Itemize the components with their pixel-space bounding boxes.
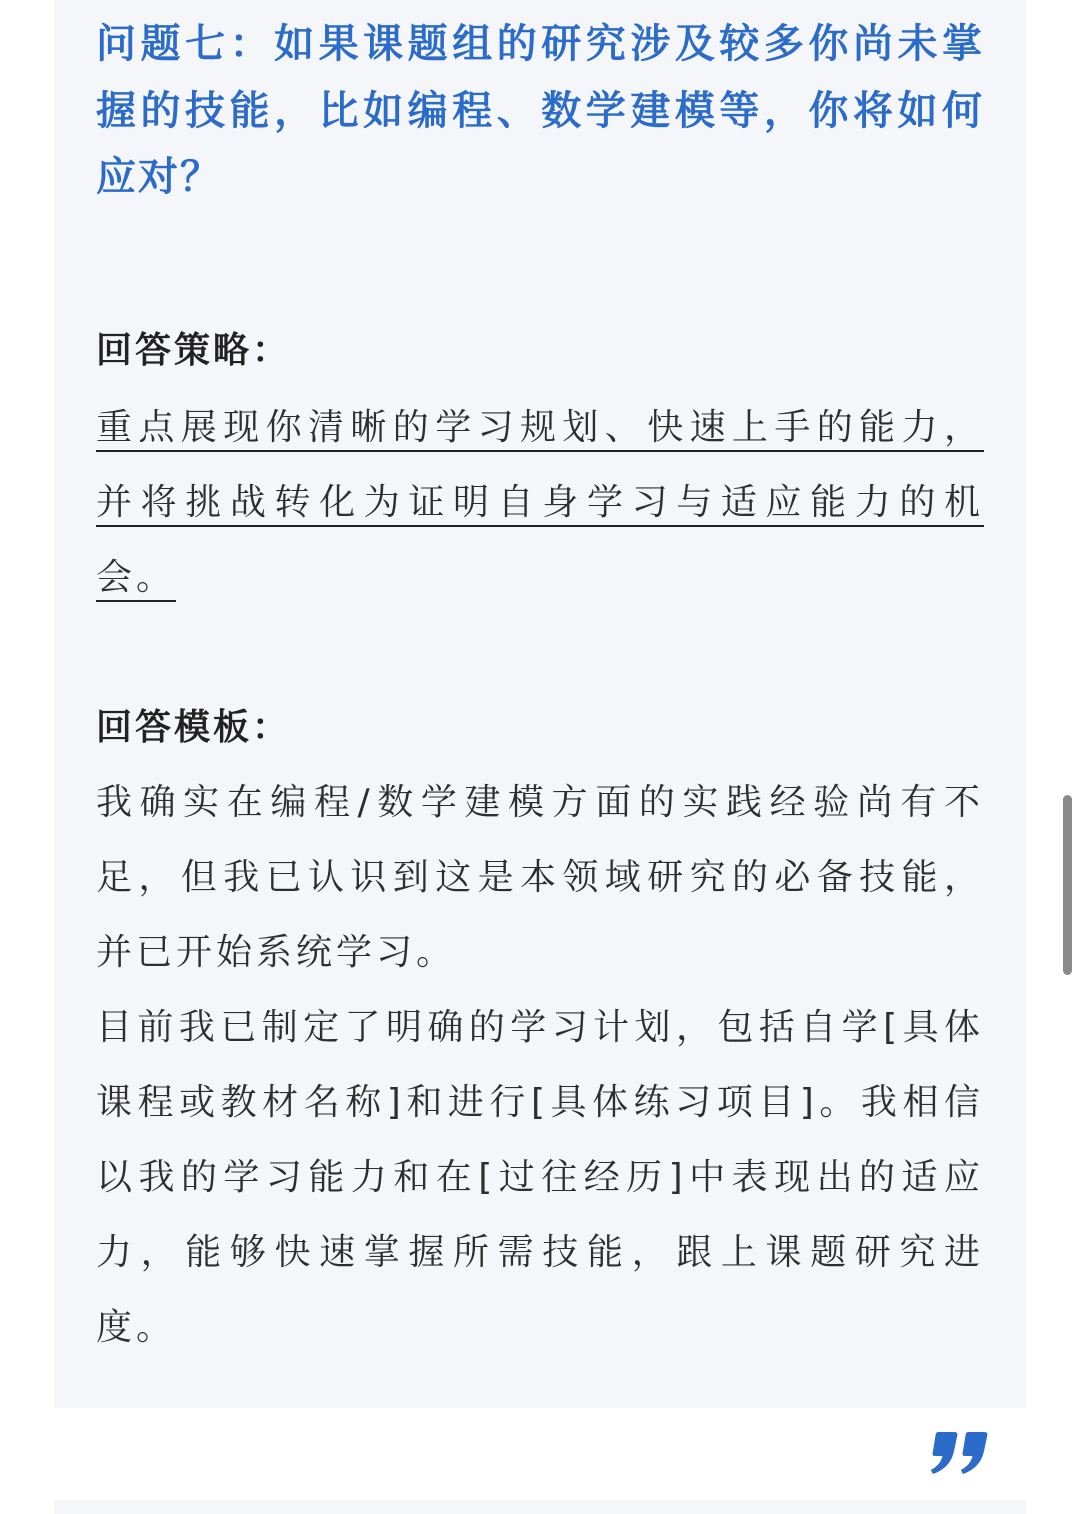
- template-paragraph-2-line: 课程或教材名称]和进行[具体练习项目]。我相信: [96, 1082, 984, 1123]
- strategy-line-text: 重点展现你清晰的学习规划、快速上手的能力，: [96, 407, 984, 448]
- strategy-line-text: 并将挑战转化为证明自身学习与适应能力的机: [96, 482, 984, 523]
- qa-card: [54, 0, 1026, 1408]
- question-title-line: 握的技能，比如编程、数学建模等，你将如何: [96, 87, 984, 134]
- template-paragraph-2-line: 目前我已制定了明确的学习计划，包括自学[具体: [96, 1007, 984, 1048]
- template-paragraph-1-line: 我确实在编程/数学建模方面的实践经验尚有不: [96, 782, 984, 823]
- strategy-line: [96, 465, 984, 540]
- strategy-heading: 回答策略：: [96, 330, 292, 371]
- strategy-line: [96, 390, 984, 465]
- strategy-line: [96, 540, 984, 615]
- template-paragraph-2-line: 力，能够快速掌握所需技能，跟上课题研究进: [96, 1232, 984, 1273]
- template-paragraph-2-line: 度。: [96, 1307, 177, 1348]
- template-paragraph-2-line: 以我的学习能力和在[过往经历]中表现出的适应: [96, 1157, 984, 1198]
- scrollbar-thumb[interactable]: [1063, 795, 1072, 975]
- question-title-line: 应对？: [96, 154, 222, 200]
- template-paragraph-1-line: 足，但我已认识到这是本领域研究的必备技能，: [96, 857, 984, 898]
- template-text: [96, 765, 984, 1365]
- strategy-text: [96, 390, 984, 615]
- question-title-line: 问题七：如果课题组的研究涉及较多你尚未掌: [96, 21, 984, 67]
- template-paragraph-1-line: 并已开始系统学习。: [96, 932, 457, 973]
- next-card: [54, 1500, 1026, 1514]
- strategy-line-text: 会。: [96, 557, 177, 598]
- question-title: [96, 11, 984, 211]
- closing-quote-icon: [930, 1432, 988, 1474]
- template-heading: 回答模板：: [96, 707, 292, 748]
